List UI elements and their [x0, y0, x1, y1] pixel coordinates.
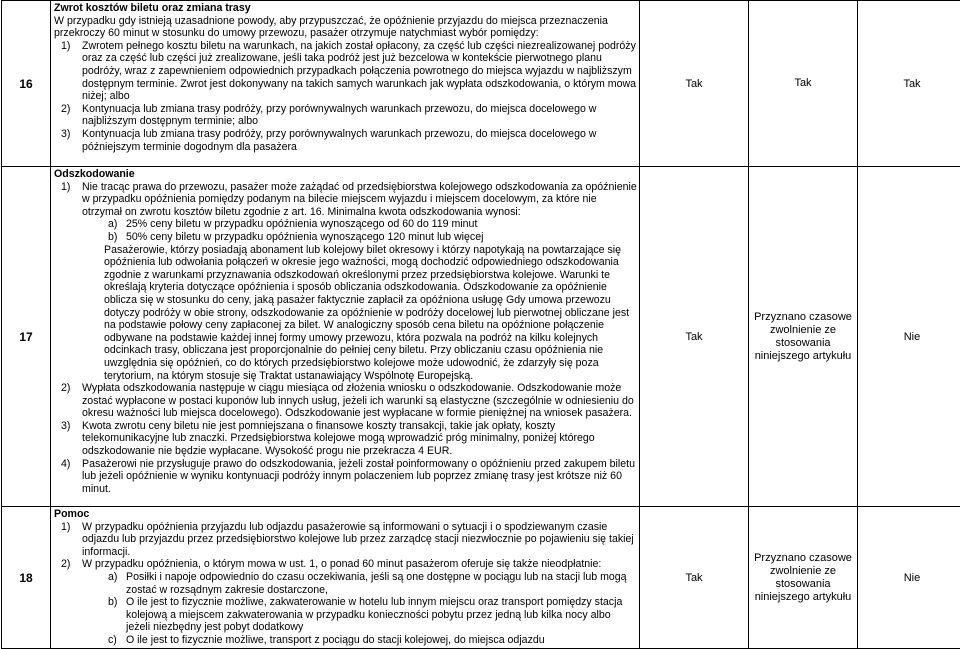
sub-list-marker: b): [108, 231, 117, 244]
table-row-16: [2, 1, 960, 167]
status-cell-2: Przyznano czasowe zwolnienie ze stosowania niniejszego artykułu: [749, 167, 858, 507]
row-content: [51, 1, 640, 167]
list-item: [82, 40, 637, 103]
list-marker: 3): [61, 128, 70, 141]
table-row-18: [2, 507, 960, 649]
sub-list-item: [126, 571, 637, 596]
status-cell-1: Tak: [640, 1, 749, 167]
list-marker: 1): [61, 521, 70, 534]
sub-list-text: 25% ceny biletu w przypadku opóźnienia wynoszącego od 60 do 119 minut: [126, 218, 477, 230]
section-intro: W przypadku gdy istnieją uzasadnione powody, aby przypuszczać, że opóźnienie przyjazdu do miejsca przeznaczenia przekroczy 60 minut w stosunku do umowy przewozu, pasażer otrzymuje natychmiast wybór pomiędzy:: [54, 15, 637, 40]
list-item: [82, 558, 637, 646]
list-item: [82, 521, 637, 559]
list-item: [82, 181, 637, 383]
sub-list-item: [126, 218, 637, 231]
sub-list: [82, 218, 637, 243]
list-item-continuation: Pasażerowie, którzy posiadają abonament lub kolejowy bilet okresowy i którzy napotykają na powtarzające się opóźnienia lub odwołania połączeń w okresie jego ważności, mogą dochodzić odpowiedniego odszkodowania zgodnie z warunkami przyznawania odszkodowań określonymi przez przedsiębiorstwa kolejowe. Warunki te określają kryteria dotyczące opóźnienia i sposób obliczania odszkodowania. Odszkodowanie za opóźnienie oblicza się w stosunku do ceny, jaką pasażer faktycznie zapłacił za opóźniona usługę Gdy umowa przewozu dotyczy podróży w obie strony, odszkodowanie za opóźnienie w podróży docelowej lub pierwotnej obliczane jest na podstawie połowy ceny zapłaconej za bilet. W analogiczny sposób cena biletu na opóźnione połączenie odbywane na podstawie każdej innej formy umowy przewozu, która pozwala na podróż na kilku kolejnych odcinkach trasy, obliczana jest proporcjonalnie do pełniej ceny biletu. Przy obliczaniu czasu opóźnienia nie uwzględnia się opóźnień, co do których przedsiębiorstwo kolejowe może udowodnić, że zdarzyły się poza terytorium, na którym stosuje się Traktat ustanawiający Wspólnotę Europejską.: [82, 244, 637, 383]
row-number: 17: [2, 167, 51, 507]
list-item-text: W przypadku opóźnienia przyjazdu lub odjazdu pasażerowie są informowani o sytuacji i o spodziewanym czasie odjazdu lub przyjazdu przez przedsiębiorstwo kolejowe lub przez zarządcę stacji niezwłocznie po pojawieniu się takiej informacji.: [82, 521, 634, 558]
list-item-text: Nie tracąc prawa do przewozu, pasażer może zażądać od przedsiębiorstwa kolejowego odszkodowania za opóźnienie w przypadku opóźnienia pomiędzy podanym na bilecie miejscem wyjazdu i miejscem docelowym, za które nie otrzymał on zwrotu kosztów biletu zgodnie z art. 16. Minimalna kwota odszkodowania wynosi:: [82, 181, 637, 218]
list-item-text: Wypłata odszkodowania następuje w ciągu miesiąca od złożenia wniosku o odszkodowanie. Odszkodowanie może zostać wypłacone w postaci kuponów lub innych usług, jeżeli ich warunki są elastyczne (szczególnie w odniesieniu do okresu ważności lub miejsca docelowego). Odszkodowanie jest wypłacane w formie pieniężnej na wniosek pasażera.: [82, 382, 634, 419]
list-marker: 2): [61, 558, 70, 571]
list-item: [82, 458, 637, 496]
sub-list-text: 50% ceny biletu w przypadku opóźnienia wynoszącego 120 minut lub więcej: [126, 231, 483, 243]
list-item-text: Zwrotem pełnego kosztu biletu na warunkach, na jakich został opłacony, za część lub części niezrealizowanej podróży oraz za część lub części już zrealizowane, jeśli taka podróż jest już bezcelowa w kontekście pierwotnego planu podróży, wraz z zapewnieniem odpowiednich przypadkach połączenia powrotnego do miejsca wyjazdu w najbliższym dostępnym terminie. Zwrot jest dokonywany na takich samych warunkach jak wypłata odszkodowania, o którym mowa niżej; albo: [82, 40, 636, 102]
list-item: [82, 382, 637, 420]
numbered-list: [54, 521, 637, 647]
status-cell-1: Tak: [640, 507, 749, 649]
numbered-list: [54, 40, 637, 153]
regulations-table: [1, 0, 960, 649]
row-number: 16: [2, 1, 51, 167]
status-cell-3: Nie: [858, 507, 960, 649]
list-item: [82, 420, 637, 458]
row-content: [51, 507, 640, 649]
list-marker: 1): [61, 40, 70, 53]
list-item-text: Kontynuacja lub zmiana trasy podróży, przy porównywalnych warunkach przewozu, do miejsca docelowego w późniejszym terminie dogodnym dla pasażera: [82, 128, 596, 153]
section-title: Zwrot kosztów biletu oraz zmiana trasy: [54, 2, 637, 15]
list-marker: 3): [61, 420, 70, 433]
list-marker: 2): [61, 103, 70, 116]
table-row-17: [2, 167, 960, 507]
status-cell-1: Tak: [640, 167, 749, 507]
row-number: 18: [2, 507, 51, 649]
sub-list-text: O ile jest to fizycznie możliwe, zakwaterowanie w hotelu lub innym miejscu oraz transport pomiędzy stacja kolejową a miejscem zakwaterowania w przypadku konieczności pobytu przez jedną lub kilka nocy albo jeżeli niezbędny jest pobyt dodatkowy: [126, 596, 622, 633]
sub-list-item: [126, 634, 637, 647]
status-cell-2: Przyznano czasowe zwolnienie ze stosowania niniejszego artykułu: [749, 507, 858, 649]
sub-list-text: Posiłki i napoje odpowiednio do czasu oczekiwania, jeśli są one dostępne w pociągu lub na stacji lub mogą zostać w rozsądnym zakresie dostarczone,: [126, 571, 627, 596]
section-title: Odszkodowanie: [54, 168, 637, 181]
sub-list-marker: c): [108, 634, 117, 647]
list-item-text: Kontynuacja lub zmiana trasy podróży, przy porównywalnych warunkach przewozu, do miejsca docelowego w najbliższym dostępnym terminie; albo: [82, 103, 596, 128]
list-marker: 2): [61, 382, 70, 395]
list-item: [82, 128, 637, 153]
sub-list-marker: a): [108, 571, 117, 584]
list-marker: 1): [61, 181, 70, 194]
list-marker: 4): [61, 458, 70, 471]
list-item: [82, 103, 637, 128]
list-item-text: Pasażerowi nie przysługuje prawo do odszkodowania, jeżeli został poinformowany o opóźnieniu przed zakupem biletu lub jeżeli opóźnienie w wyniku kontynuacji podróży innym polaczeniem lub poprzez zmianę trasy jest krótsze niż 60 minut.: [82, 458, 635, 495]
list-item-text: Kwota zwrotu ceny biletu nie jest pomniejszana o finansowe koszty transakcji, takie jak opłaty, koszty telekomunikacyjne lub znaczki. Przedsiębiorstwa kolejowe mogą wprowadzić próg minimalny, poniżej którego odszkodowanie nie będzie wypłacane. Wysokość progu nie przekracza 4 EUR.: [82, 420, 595, 457]
sub-list-item: [126, 596, 637, 634]
sub-list-item: [126, 231, 637, 244]
sub-list: [82, 571, 637, 647]
status-cell-3: Tak: [858, 1, 960, 167]
sub-list-marker: b): [108, 596, 117, 609]
section-title: Pomoc: [54, 508, 637, 521]
sub-list-text: O ile jest to fizycznie możliwe, transport z pociągu do stacji kolejowej, do miejsca odjazdu: [126, 634, 545, 646]
status-cell-3: Nie: [858, 167, 960, 507]
list-item-text: W przypadku opóźnienia, o którym mowa w ust. 1, o ponad 60 minut pasażerom oferuje się także nieodpłatnie:: [82, 558, 601, 570]
sub-list-marker: a): [108, 218, 117, 231]
status-cell-2: Tak: [749, 1, 858, 167]
numbered-list: [54, 181, 637, 496]
row-content: [51, 167, 640, 507]
